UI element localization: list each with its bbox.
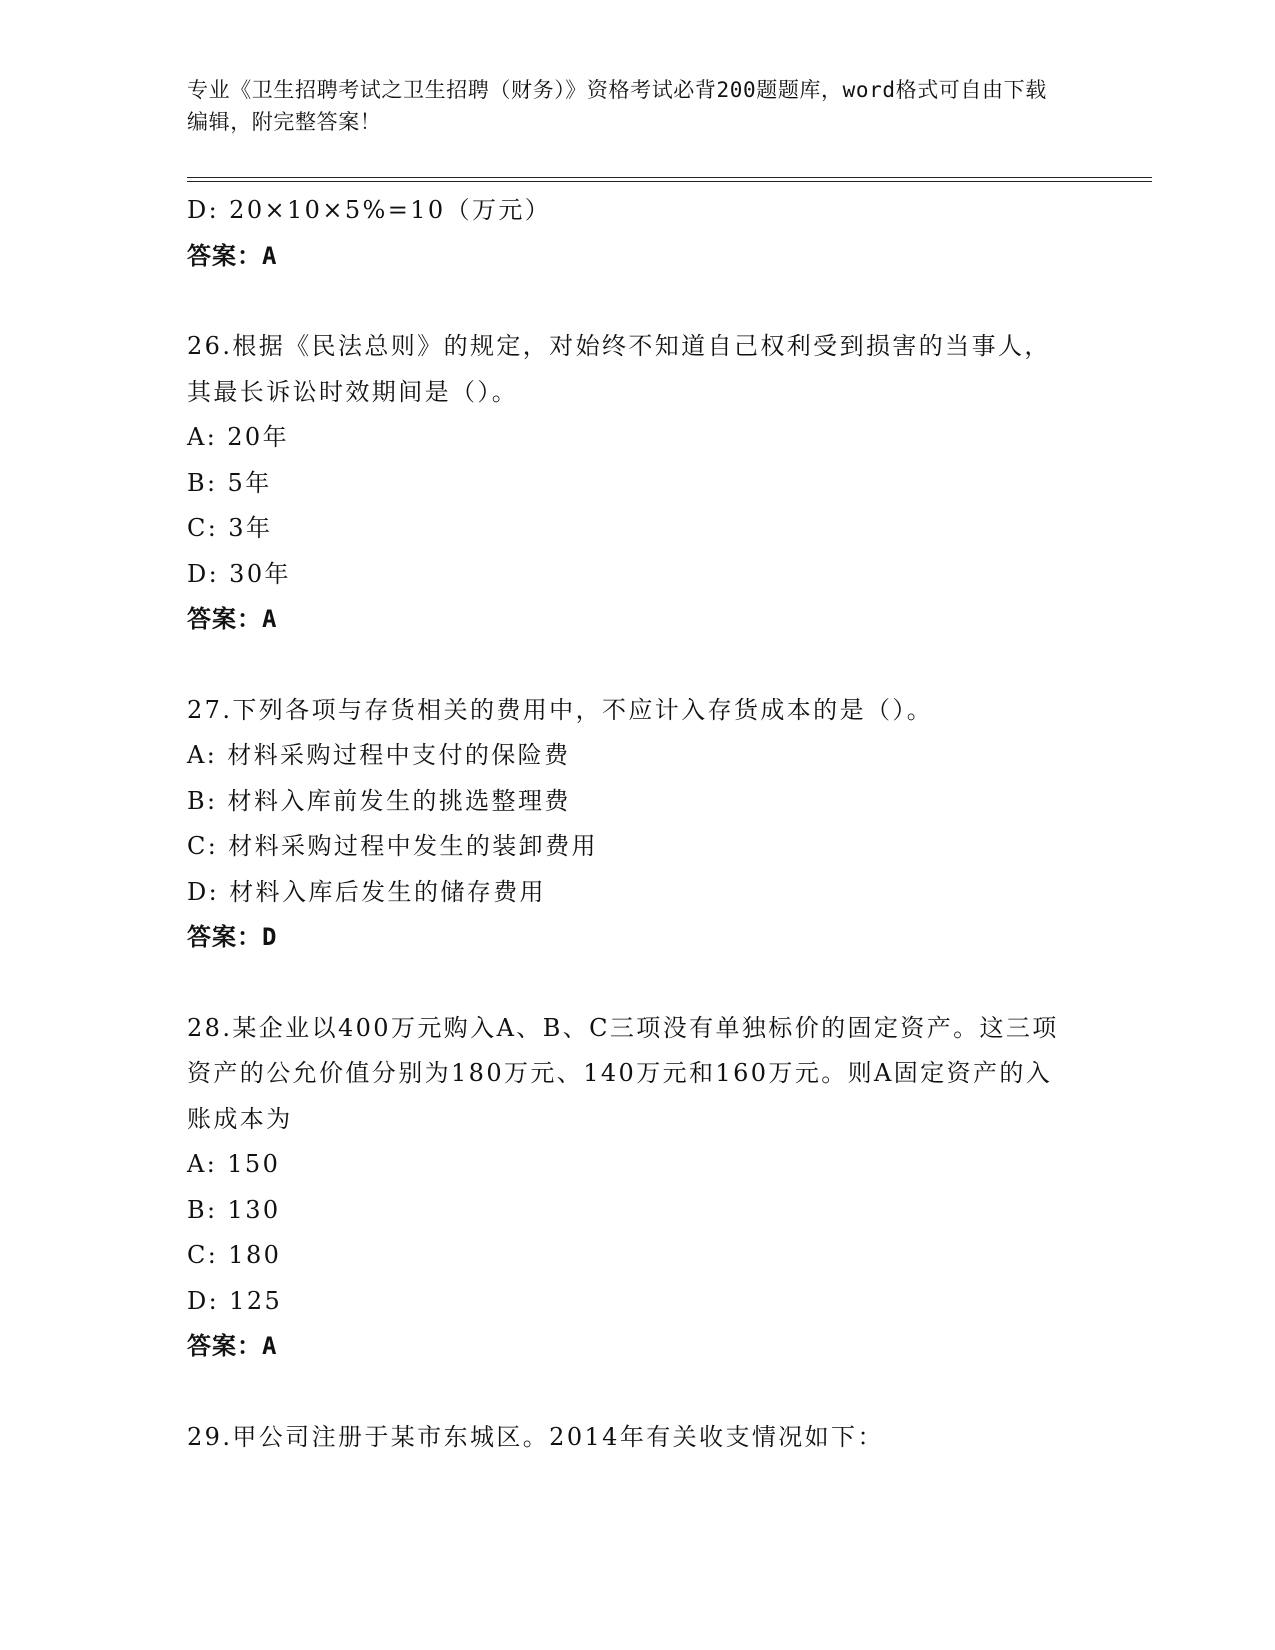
answer-text: 答案：D bbox=[187, 923, 278, 951]
question-26 bbox=[187, 324, 1067, 643]
answer-text: 答案：A bbox=[187, 241, 278, 270]
option-d: D: 125 bbox=[187, 1286, 283, 1315]
option-d: D: 30年 bbox=[187, 559, 291, 588]
document-header: 专业《卫生招聘考试之卫生招聘（财务）》资格考试必背200题题库，word格式可自由下载编辑，附完整答案！ bbox=[187, 78, 1047, 134]
header-divider bbox=[187, 177, 1152, 182]
option-b: B: 材料入库前发生的挑选整理费 bbox=[187, 786, 571, 815]
option-b: B: 5年 bbox=[187, 468, 272, 497]
option-d: D: 20×10×5%=10（万元） bbox=[187, 196, 552, 224]
question-29 bbox=[187, 1415, 1067, 1461]
question-stem: 26.根据《民法总则》的规定，对始终不知道自己权利受到损害的当事人，其最长诉讼时效期间是（）。 bbox=[187, 332, 1051, 406]
answer-text: 答案：A bbox=[187, 605, 278, 633]
question-stem: 29.甲公司注册于某市东城区。2014年有关收支情况如下： bbox=[187, 1422, 884, 1451]
question-28 bbox=[187, 1006, 1067, 1370]
option-a: A: 材料采购过程中支付的保险费 bbox=[187, 741, 571, 769]
option-b: B: 130 bbox=[187, 1195, 281, 1224]
question-27 bbox=[187, 688, 1067, 961]
option-a: A: 150 bbox=[187, 1150, 281, 1178]
answer-text: 答案：A bbox=[187, 1332, 278, 1360]
option-a: A: 20年 bbox=[187, 423, 289, 451]
option-c: C: 材料采购过程中发生的装卸费用 bbox=[187, 832, 598, 860]
question-stem: 27.下列各项与存货相关的费用中，不应计入存货成本的是（）。 bbox=[187, 695, 934, 724]
question-stem: 28.某企业以400万元购入A、B、C三项没有单独标价的固定资产。这三项资产的公允价值分别为180万元、140万元和160万元。则A固定资产的入账成本为 bbox=[187, 1013, 1059, 1133]
option-c: C: 3年 bbox=[187, 514, 273, 542]
document-body bbox=[187, 188, 1067, 1460]
option-d: D: 材料入库后发生的储存费用 bbox=[187, 877, 546, 906]
option-c: C: 180 bbox=[187, 1241, 282, 1269]
